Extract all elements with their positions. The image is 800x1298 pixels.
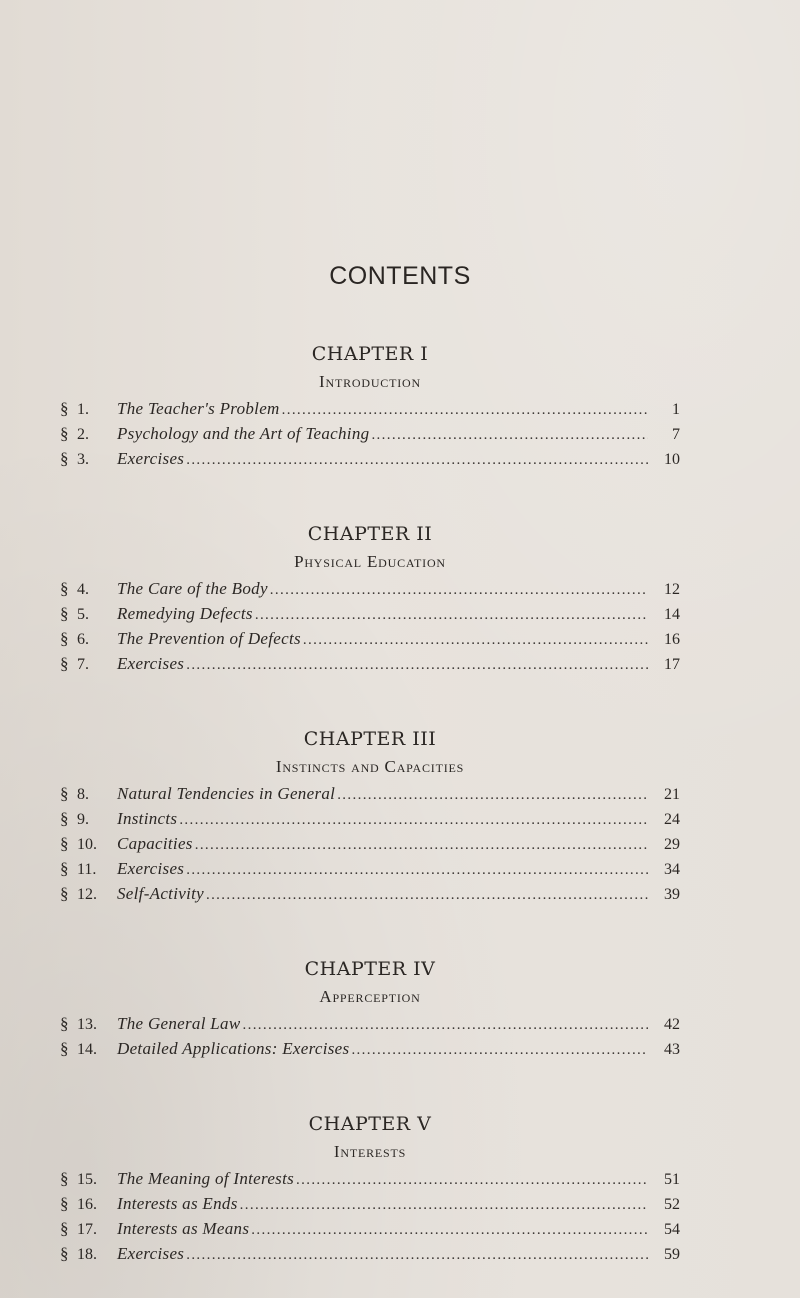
dot-leader xyxy=(195,833,648,858)
section-sign: § xyxy=(60,834,69,853)
dot-leader xyxy=(186,653,648,678)
section-title: The Prevention of Defects xyxy=(117,629,301,648)
chapter-title: Interests xyxy=(333,1142,407,1161)
section-sign: § xyxy=(60,449,69,468)
chapter-heading xyxy=(60,520,680,576)
page-title: CONTENTS xyxy=(329,262,471,290)
section-title: Exercises xyxy=(117,449,185,468)
section-sign: § xyxy=(60,1194,69,1213)
page-number: 51 xyxy=(664,1171,680,1188)
section-sign: § xyxy=(60,399,69,418)
section-title: Remedying Defects xyxy=(117,604,253,623)
dot-leader xyxy=(186,448,648,473)
page-number: 14 xyxy=(664,606,680,623)
page-number: 7 xyxy=(672,426,680,443)
section-title: Exercises xyxy=(117,859,185,878)
section-sign: § xyxy=(60,629,69,648)
toc-entry xyxy=(60,446,680,471)
dot-leader xyxy=(351,1038,648,1063)
dot-leader xyxy=(255,603,648,628)
chapter-title: Introduction xyxy=(319,372,421,391)
section-number: 17. xyxy=(77,1221,97,1238)
toc-entry xyxy=(60,831,680,856)
section-title: The Teacher's Problem xyxy=(117,399,280,418)
dot-leader xyxy=(179,808,648,833)
section-sign: § xyxy=(60,579,69,598)
section-number: 16. xyxy=(77,1196,97,1213)
section-number: 4. xyxy=(77,581,89,598)
section-sign: § xyxy=(60,1014,69,1033)
toc-entry xyxy=(60,806,680,831)
section-sign: § xyxy=(60,884,69,903)
section-number: 2. xyxy=(77,426,89,443)
section-sign: § xyxy=(60,809,69,828)
section-number: 10. xyxy=(77,836,97,853)
dot-leader xyxy=(243,1013,649,1038)
chapter-number: CHAPTER I xyxy=(311,343,429,365)
section-number: 14. xyxy=(77,1041,97,1058)
page-number: 17 xyxy=(664,656,680,673)
section-sign: § xyxy=(60,424,69,443)
page-number: 1 xyxy=(672,401,680,418)
section-title: Capacities xyxy=(117,834,193,853)
chapter-number: CHAPTER IV xyxy=(304,958,436,980)
section-title: The Meaning of Interests xyxy=(117,1169,295,1188)
dot-leader xyxy=(303,628,648,653)
dot-leader xyxy=(270,578,648,603)
toc-entry xyxy=(60,1216,680,1241)
section-sign: § xyxy=(60,1219,69,1238)
page-number: 54 xyxy=(664,1221,680,1238)
toc-entry xyxy=(60,421,680,446)
page-number: 29 xyxy=(664,836,680,853)
chapter-heading xyxy=(60,340,680,396)
dot-leader xyxy=(282,398,648,423)
toc-entry xyxy=(60,781,680,806)
chapter-number: CHAPTER V xyxy=(308,1113,432,1135)
dot-leader xyxy=(186,1243,648,1268)
section-sign: § xyxy=(60,859,69,878)
dot-leader xyxy=(251,1218,648,1243)
toc-entry xyxy=(60,1166,680,1191)
chapter-number: CHAPTER II xyxy=(307,523,433,545)
section-title: Psychology and the Art of Teaching xyxy=(117,424,370,443)
section-title: The General Law xyxy=(117,1014,241,1033)
section-number: 6. xyxy=(77,631,89,648)
section-title: Detailed Applications: Exercises xyxy=(117,1039,350,1058)
section-title: Self-Activity xyxy=(117,884,204,903)
page-number: 10 xyxy=(664,451,680,468)
chapter-1 xyxy=(60,340,680,471)
page-number: 43 xyxy=(664,1041,680,1058)
section-number: 3. xyxy=(77,451,89,468)
section-number: 8. xyxy=(77,786,89,803)
toc-entry xyxy=(60,856,680,881)
page-number: 16 xyxy=(664,631,680,648)
toc-entry xyxy=(60,396,680,421)
page-number: 52 xyxy=(664,1196,680,1213)
toc-entry xyxy=(60,651,680,676)
section-title: Exercises xyxy=(117,1244,185,1263)
section-number: 7. xyxy=(77,656,89,673)
dot-leader xyxy=(371,423,648,448)
section-number: 1. xyxy=(77,401,89,418)
section-sign: § xyxy=(60,654,69,673)
section-sign: § xyxy=(60,1169,69,1188)
chapter-number: CHAPTER III xyxy=(303,728,437,750)
section-title: The Care of the Body xyxy=(117,579,268,598)
toc-entry xyxy=(60,881,680,906)
chapter-title: Physical Education xyxy=(294,552,446,571)
chapter-heading xyxy=(60,1110,680,1166)
chapter-heading xyxy=(60,725,680,781)
toc-entry xyxy=(60,1191,680,1216)
chapter-2 xyxy=(60,520,680,676)
toc-entry xyxy=(60,1011,680,1036)
section-title: Exercises xyxy=(117,654,185,673)
toc-entry xyxy=(60,601,680,626)
page-number: 21 xyxy=(664,786,680,803)
section-number: 18. xyxy=(77,1246,97,1263)
page-number: 59 xyxy=(664,1246,680,1263)
section-title: Instincts xyxy=(117,809,178,828)
chapter-5 xyxy=(60,1110,680,1266)
section-number: 12. xyxy=(77,886,97,903)
section-title: Interests as Means xyxy=(117,1219,250,1238)
dot-leader xyxy=(240,1193,648,1218)
chapter-title: Apperception xyxy=(319,987,421,1006)
dot-leader xyxy=(206,883,648,908)
page-number: 42 xyxy=(664,1016,680,1033)
section-number: 9. xyxy=(77,811,89,828)
section-number: 11. xyxy=(77,861,97,878)
dot-leader xyxy=(186,858,648,883)
chapter-heading xyxy=(60,955,680,1011)
toc-entry xyxy=(60,626,680,651)
toc-entry xyxy=(60,1036,680,1061)
page-number: 24 xyxy=(664,811,680,828)
chapter-3 xyxy=(60,725,680,906)
page-number: 39 xyxy=(664,886,680,903)
section-sign: § xyxy=(60,1244,69,1263)
page-number: 12 xyxy=(664,581,680,598)
section-number: 15. xyxy=(77,1171,97,1188)
toc-entry xyxy=(60,576,680,601)
section-sign: § xyxy=(60,784,69,803)
chapter-4 xyxy=(60,955,680,1061)
section-title: Interests as Ends xyxy=(117,1194,238,1213)
section-sign: § xyxy=(60,604,69,623)
chapter-title: Instincts and Capacities xyxy=(275,757,465,776)
section-number: 5. xyxy=(77,606,89,623)
dot-leader xyxy=(296,1168,648,1193)
toc-entry xyxy=(60,1241,680,1266)
dot-leader xyxy=(337,783,648,808)
section-title: Natural Tendencies in General xyxy=(117,784,336,803)
section-sign: § xyxy=(60,1039,69,1058)
page-number: 34 xyxy=(664,861,680,878)
section-number: 13. xyxy=(77,1016,97,1033)
